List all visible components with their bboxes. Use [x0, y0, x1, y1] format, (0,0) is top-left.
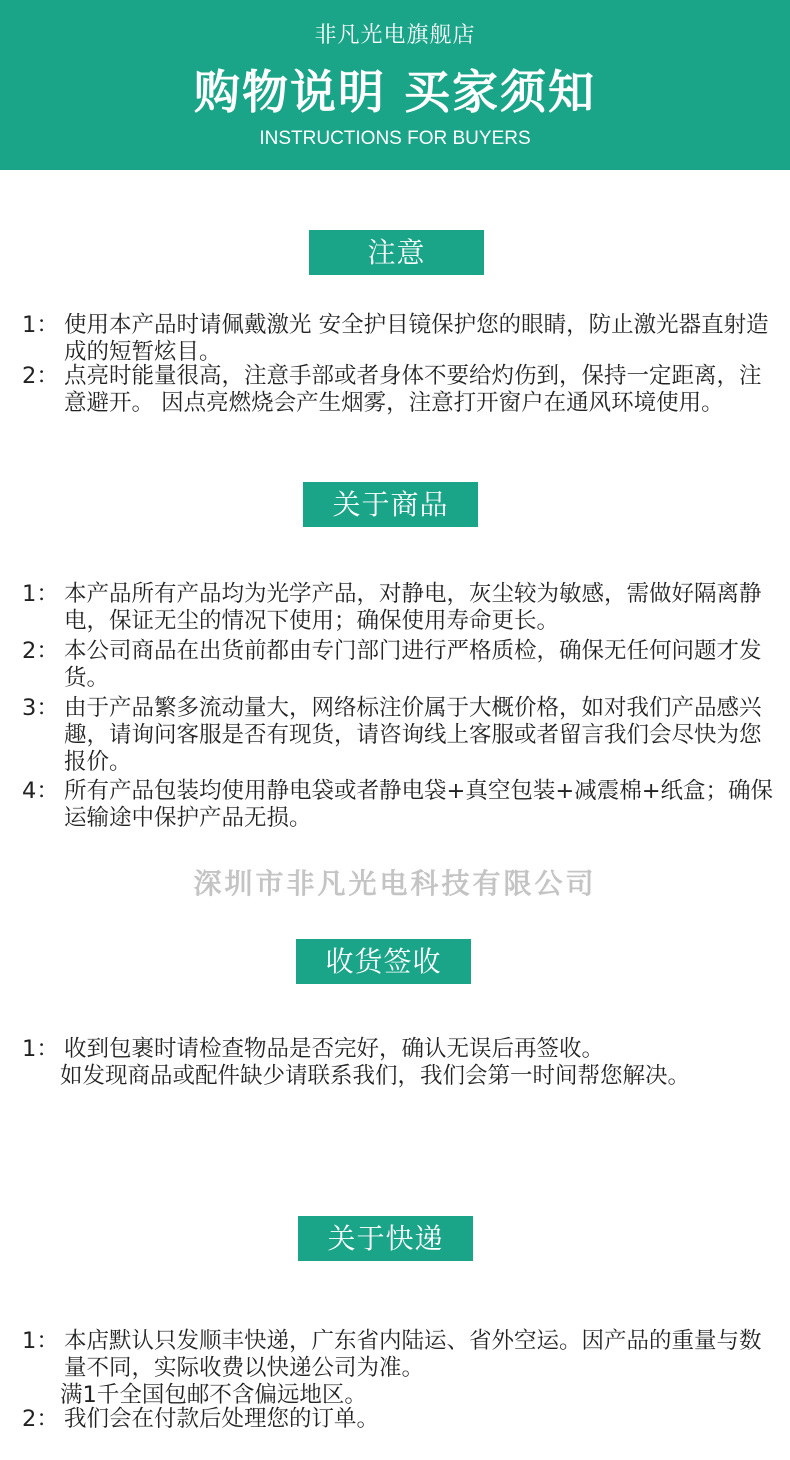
- item-text: 本公司商品在出货前都由专门部门进行严格质检，确保无任何问题才发货。: [64, 638, 762, 691]
- item-number: 4：: [22, 778, 59, 804]
- page-subtitle: INSTRUCTIONS FOR BUYERS: [259, 128, 531, 149]
- page-title: 购物说明 买家须知: [193, 65, 596, 119]
- product-item-1: [22, 581, 778, 635]
- store-name: 非凡光电旗舰店: [314, 23, 476, 48]
- item-text: 所有产品包装均使用静电袋或者静电袋+真空包装+减震棉+纸盒；确保运输途中保护产品无损。: [64, 778, 774, 831]
- section-heading-notice: 注意: [309, 230, 484, 275]
- item-number: 2：: [22, 638, 59, 664]
- item-number: 2：: [22, 1406, 59, 1432]
- receipt-note: [22, 1063, 778, 1090]
- item-text: 本产品所有产品均为光学产品，对静电，灰尘较为敏感，需做好隔离静电，保证无尘的情况下使用；确保使用寿命更长。: [64, 581, 762, 634]
- shipping-item-2: [22, 1406, 778, 1433]
- item-number: 1：: [22, 1036, 59, 1062]
- item-number: 1：: [22, 581, 59, 607]
- product-item-4: [22, 778, 778, 832]
- product-item-2: [22, 638, 778, 692]
- item-text: 由于产品繁多流动量大，网络标注价属于大概价格，如对我们产品感兴趣，请询问客服是否有现货，请咨询线上客服或者留言我们会尽快为您报价。: [64, 695, 762, 775]
- item-text: 我们会在付款后处理您的订单。: [64, 1406, 380, 1432]
- shipping-note: [22, 1382, 778, 1409]
- item-number: 3：: [22, 695, 59, 721]
- note-text: 满1千全国包邮不含偏远地区。: [60, 1382, 367, 1408]
- item-number: 1：: [22, 312, 59, 338]
- item-text: 本店默认只发顺丰快递，广东省内陆运、省外空运。因产品的重量与数量不同，实际收费以快递公司为准。: [64, 1328, 762, 1381]
- section-heading-product: 关于商品: [303, 482, 478, 527]
- item-number: 1：: [22, 1328, 59, 1354]
- notice-item-2: [22, 363, 778, 417]
- item-number: 2：: [22, 363, 59, 389]
- section-heading-shipping: 关于快递: [298, 1216, 473, 1261]
- notice-item-1: [22, 312, 778, 366]
- item-text: 点亮时能量很高，注意手部或者身体不要给灼伤到，保持一定距离，注意避开。 因点亮燃烧会产生烟雾，注意打开窗户在通风环境使用。: [64, 363, 762, 416]
- shipping-item-1: [22, 1328, 778, 1382]
- receipt-item-1: [22, 1036, 778, 1063]
- item-text: 收到包裹时请检查物品是否完好，确认无误后再签收。: [64, 1036, 605, 1062]
- product-item-3: [22, 695, 778, 776]
- page-header: [0, 0, 790, 170]
- section-heading-receipt: 收货签收: [296, 939, 471, 984]
- company-name: 深圳市非凡光电科技有限公司: [193, 867, 597, 900]
- item-text: 使用本产品时请佩戴激光 安全护目镜保护您的眼睛，防止激光器直射造成的短暂炫目。: [64, 312, 769, 365]
- note-text: 如发现商品或配件缺少请联系我们，我们会第一时间帮您解决。: [60, 1063, 691, 1089]
